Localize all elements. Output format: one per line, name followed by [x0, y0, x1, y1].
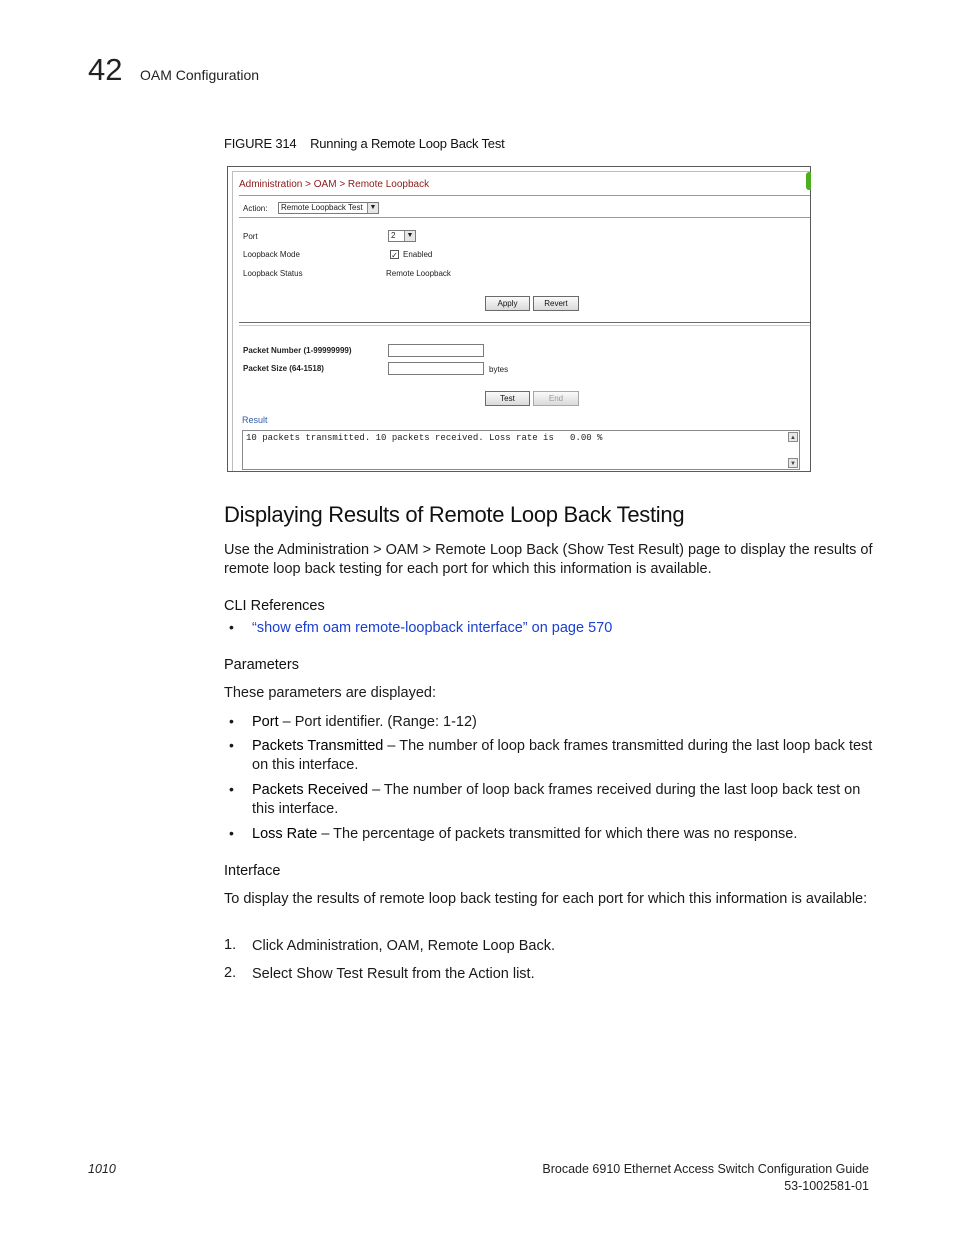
scroll-down-icon[interactable]: ▼	[788, 458, 798, 468]
loopback-mode-checkbox[interactable]: ✓	[391, 251, 398, 260]
apply-button[interactable]: Apply	[485, 296, 530, 311]
step-number: 1.	[224, 937, 237, 953]
bullet-icon: •	[229, 825, 234, 841]
action-label: Action:	[243, 204, 268, 213]
divider	[239, 217, 810, 218]
doc-number: 53-1002581-01	[784, 1179, 869, 1193]
help-tab[interactable]	[806, 172, 811, 190]
loopback-mode-label: Loopback Mode	[243, 250, 300, 259]
step-text: Select Show Test Result from the Action list.	[252, 966, 535, 982]
page-number: 1010	[88, 1162, 116, 1176]
figure-caption	[224, 136, 505, 151]
chapter-title: OAM Configuration	[140, 67, 260, 83]
chevron-down-icon[interactable]: ▼	[367, 203, 378, 213]
param-item: Loss Rate – The percentage of packets transmitted for which there was no response.	[252, 826, 798, 842]
book-title: Brocade 6910 Ethernet Access Switch Configuration Guide	[542, 1162, 869, 1176]
parameters-intro: These parameters are displayed:	[224, 685, 436, 701]
action-select-value: Remote Loopback Test	[281, 203, 363, 212]
cli-link[interactable]: “show efm oam remote-loopback interface” on page 570	[252, 620, 613, 636]
step-text: Click Administration, OAM, Remote Loop Back.	[252, 938, 556, 954]
figure-screenshot	[227, 166, 811, 472]
bytes-unit: bytes	[489, 365, 509, 374]
packet-number-input[interactable]	[388, 344, 484, 357]
divider	[239, 195, 810, 196]
loopback-status-value: Remote Loopback	[386, 269, 451, 278]
bullet-icon: •	[229, 737, 234, 753]
end-button[interactable]: End	[533, 391, 579, 406]
interface-intro: To display the results of remote loop back testing for each port for which this information is available:	[224, 891, 868, 907]
port-label: Port	[243, 232, 258, 241]
bullet-icon: •	[229, 781, 234, 797]
action-select[interactable]	[278, 202, 379, 214]
packet-size-label: Packet Size (64-1518)	[243, 364, 324, 373]
bullet-icon: •	[229, 619, 234, 635]
result-text: 10 packets transmitted. 10 packets received. Loss rate is 0.00 %	[246, 433, 603, 443]
figure-title: Running a Remote Loop Back Test	[310, 136, 505, 151]
port-select-value: 2	[391, 231, 396, 240]
packet-number-label: Packet Number (1-99999999)	[243, 346, 352, 355]
intro-paragraph: Use the Administration > OAM > Remote Loop Back (Show Test Result) page to display the results of remote loop back testing for each port for which this information is available.	[224, 542, 873, 577]
test-button[interactable]: Test	[485, 391, 530, 406]
param-item: Port – Port identifier. (Range: 1-12)	[252, 714, 477, 730]
section-heading: Displaying Results of Remote Loop Back Testing	[224, 502, 685, 527]
interface-heading: Interface	[224, 863, 281, 879]
result-label: Result	[242, 415, 268, 425]
divider	[239, 325, 810, 326]
chevron-down-icon[interactable]: ▼	[404, 231, 415, 241]
cli-heading: CLI References	[224, 598, 325, 614]
figure-label: FIGURE 314	[224, 136, 297, 151]
revert-button[interactable]: Revert	[533, 296, 579, 311]
port-select[interactable]	[388, 230, 416, 242]
screenshot-panel	[232, 171, 810, 471]
divider	[239, 322, 810, 323]
param-item: Packets Received – The number of loop back frames received during the last loop back test on this interface.	[252, 782, 861, 817]
packet-size-input[interactable]	[388, 362, 484, 375]
param-item: Packets Transmitted – The number of loop back frames transmitted during the last loop back test on this interface.	[252, 738, 873, 773]
parameters-heading: Parameters	[224, 657, 299, 673]
chapter-number: 42	[88, 52, 123, 87]
loopback-mode-checkbox-label: Enabled	[403, 250, 433, 259]
bullet-icon: •	[229, 713, 234, 729]
step-number: 2.	[224, 965, 237, 981]
scroll-up-icon[interactable]: ▲	[788, 432, 798, 442]
breadcrumb[interactable]: Administration > OAM > Remote Loopback	[239, 179, 430, 190]
result-textarea[interactable]	[242, 430, 800, 470]
loopback-status-label: Loopback Status	[243, 269, 303, 278]
